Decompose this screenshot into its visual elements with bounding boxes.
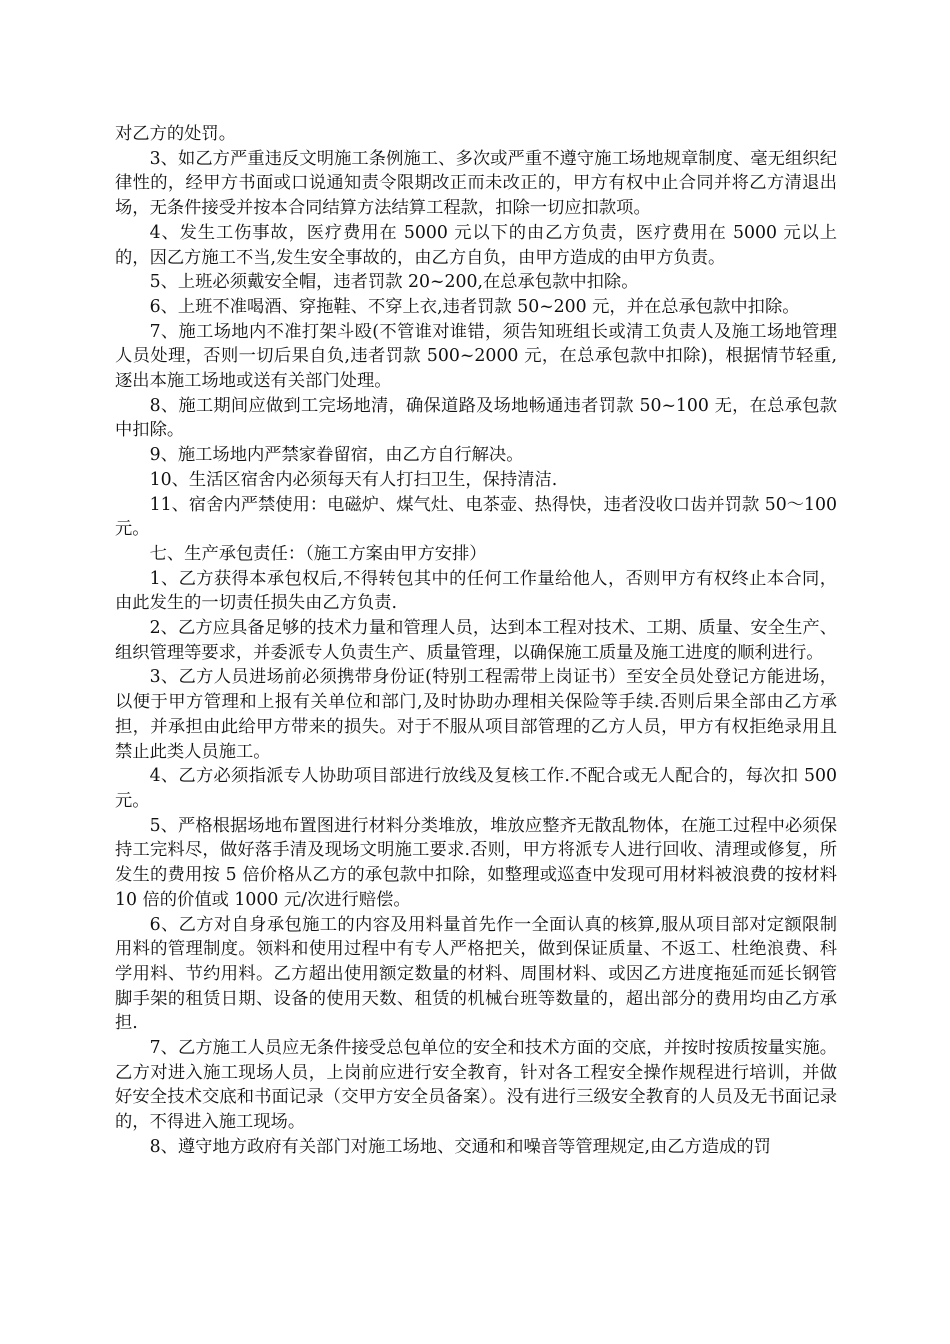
paragraph-9: 10、生活区宿舍内必须每天有人打扫卫生，保持清洁. xyxy=(149,469,558,490)
paragraph-5: 6、上班不准喝酒、穿拖鞋、不穿上衣,违者罚款 50~200 元，并在总承包款中扣除。 xyxy=(149,296,800,317)
paragraph-15: 4、乙方必须指派专人协助项目部进行放线及复核工作.不配合或无人配合的，每次扣 500 元。 xyxy=(115,766,837,811)
paragraph-19: 8、遵守地方政府有关部门对施工场地、交通和和噪音等管理规定,由乙方造成的罚 xyxy=(149,1136,771,1157)
paragraph-14: 3、乙方人员进场前必须携带身份证(特别工程需带上岗证书）至安全员处登记方能进场，以便于甲方管理和上报有关单位和部门,及时协助办理相关保险等手续.否则后果全部由乙方承担，并承担由此给甲方带来的损失。对于不服从项目部管理的乙方人员，甲方有权拒绝录用且禁止此类人员施工。 xyxy=(115,667,837,762)
section-heading: 七、生产承包责任：（施工方案由甲方安排） xyxy=(149,543,487,564)
document-page xyxy=(115,122,837,1160)
paragraph-12: 1、乙方获得本承包权后,不得转包其中的任何工作量给他人，否则甲方有权终止本合同，由此发生的一切责任损失由乙方负责. xyxy=(115,568,837,614)
paragraph-16: 5、严格根据场地布置图进行材料分类堆放，堆放应整齐无散乱物体，在施工过程中必须保持工完料尽，做好落手清及现场文明施工要求.否则，甲方将派专人进行回收、清理或修复，所发生的费用按 5 倍价格从乙方的承包款中扣除，如整理或巡查中发现可用材料被浪费的按材料 10 倍的价值或 1000 元/次进行赔偿。 xyxy=(115,815,837,910)
paragraph-8: 9、施工场地内严禁家眷留宿，由乙方自行解决。 xyxy=(149,445,524,466)
paragraph-13: 2、乙方应具备足够的技术力量和管理人员，达到本工程对技术、工期、质量、安全生产、组织管理等要求，并委派专人负责生产、质量管理，以确保施工质量及施工进度的顺利进行。 xyxy=(115,618,837,663)
paragraph-1: 对乙方的处罚。 xyxy=(115,124,236,144)
paragraph-17: 6、乙方对自身承包施工的内容及用料量首先作一全面认真的核算,服从项目部对定额限制用料的管理制度。领料和使用过程中有专人严格把关，做到保证质量、不返工、杜绝浪费、科学用料、节约用料。乙方超出使用额定数量的材料、周围材料、或因乙方进度拖延而延长钢管脚手架的租赁日期、设备的使用天数、租赁的机械台班等数量的，超出部分的费用均由乙方承担. xyxy=(115,914,837,1034)
paragraph-18: 7、乙方施工人员应无条件接受总包单位的安全和技术方面的交底，并按时按质按量实施。乙方对进入施工现场人员，上岗前应进行安全教育，针对各工程安全操作规程进行培训，并做好安全技术交底和书面记录（交甲方安全员备案）。没有进行三级安全教育的人员及无书面记录的，不得进入施工现场。 xyxy=(115,1038,837,1133)
paragraph-10: 11、宿舍内严禁使用：电磁炉、煤气灶、电茶壶、热得快，违者没收口齿并罚款 50～100 元。 xyxy=(115,494,837,540)
paragraph-3: 4、发生工伤事故，医疗费用在 5000 元以下的由乙方负责，医疗费用在 5000 元以上的，因乙方施工不当,发生安全事故的，由乙方自负，由甲方造成的由甲方负责。 xyxy=(115,222,837,268)
paragraph-4: 5、上班必须戴安全帽，违者罚款 20~200,在总承包款中扣除。 xyxy=(149,272,639,293)
paragraph-7: 8、施工期间应做到工完场地清，确保道路及场地畅通违者罚款 50~100 无，在总承包款中扣除。 xyxy=(115,395,837,441)
paragraph-6: 7、施工场地内不准打架斗殴(不管谁对谁错，须告知班组长或清工负责人及施工场地管理人员处理，否则一切后果自负,违者罚款 500~2000 元，在总承包款中扣除)，根据情节轻重,逐出本施工场地或送有关部门处理。 xyxy=(115,321,837,392)
paragraph-2: 3、如乙方严重违反文明施工条例施工、多次或严重不遵守施工场地规章制度、毫无组织纪律性的，经甲方书面或口说通知责令限期改正而未改正的，甲方有权中止合同并将乙方清退出场，无条件接受并按本合同结算方法结算工程款，扣除一切应扣款项。 xyxy=(115,148,837,219)
